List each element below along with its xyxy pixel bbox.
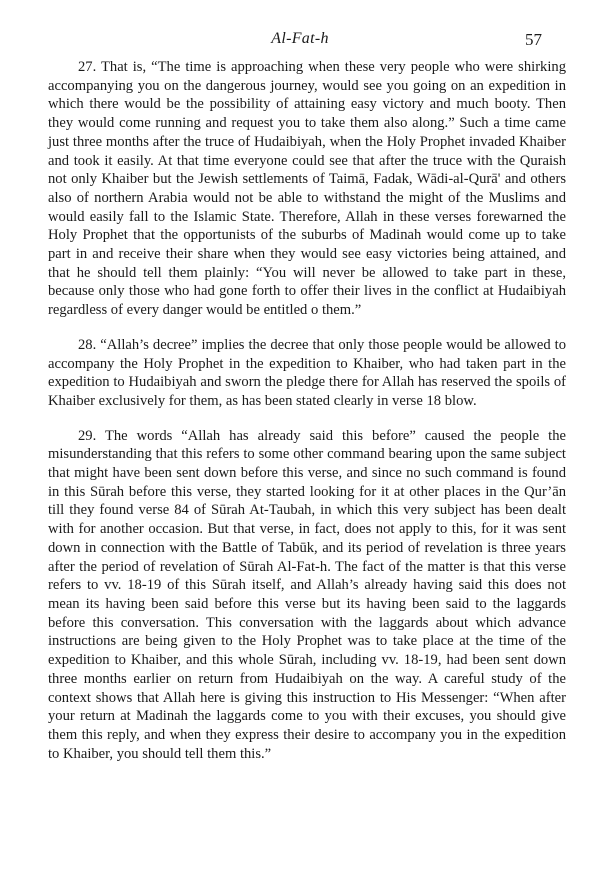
note-28-paragraph: 28. “Allah’s decree” implies the decree that only those people would be allowed to accompany the Holy Prophet in the expedition to Khaiber, who had taken part in the expedition to Hudaibiyah and sworn the pledge there for Allah has reserved the spoils of Khaiber exclusively for them, as has been stated clearly in verse 18 blow.	[48, 336, 566, 409]
running-title: Al-Fat-h	[271, 30, 329, 47]
note-29-paragraph: 29. The words “Allah has already said this before” caused the people the misunderstanding that this refers to some other command bearing upon the same subject that might have been sent down before this verse, and since no such command is found in this Sūrah before this verse, they started looking for it at other places in the Qur’ān till they found verse 84 of Sūrah At-Taubah, in which this very subject has been dealt with for another occasion. But that verse, in fact, does not apply to this, for it was sent down in connection with the Battle of Tabūk, and its period of revelation is three years after the period of revelation of Sūrah Al-Fat-h. The fact of the matter is that this verse refers to vv. 18-19 of this Sūrah itself, and Allah’s already having said this does not mean its having been said before this verse but its having been said to the laggards before this conversation. This conversation with the laggards about which advance instructions are being given to the Holy Prophet was to take place at the time of the expedition to Khaiber, and this whole Sūrah, including vv. 18-19, had been sent down three months earlier on return from Hudaibiyah on the way. A careful study of the context shows that Allah here is giving this instruction to His Messenger: “When after your return at Madinah the laggards come to you with their excuses, you should give them this reply, and when they express their desire to accompany you in the expedition to Khaiber, you should tell them this.”	[48, 427, 566, 762]
note-27-paragraph: 27. That is, “The time is approaching when these very people who were shirking accompanying you on the dangerous journey, would see you going on an expedition in which there would be the possibility of attaining easy victory and much booty. Then they would come running and request you to take them also along.” Such a time came just three months after the truce of Hudaibiyah, when the Holy Prophet invaded Khaiber and took it easily. At that time everyone could see that after the truce with the Quraish not only Khaiber but the Jewish settlements of Taimā, Fadak, Wādi-al-Qurā' and others also of northern Arabia would not be able to withstand the might of the Muslims and would easily fall to the Islamic State. Therefore, Allah in these verses forewarned the Holy Prophet that the opportunists of the suburbs of Madinah would come up to take part in and receive their share when they would see easy victories being attained, and that he should tell them plainly: “You will never be allowed to take part in these, because only those who had gone forth to offer their lives in the conflict at Hudaibiyah regardless of every danger would be entitled o them.”	[48, 59, 566, 319]
commentary-notes	[48, 58, 566, 779]
page-number: 57	[525, 30, 542, 49]
